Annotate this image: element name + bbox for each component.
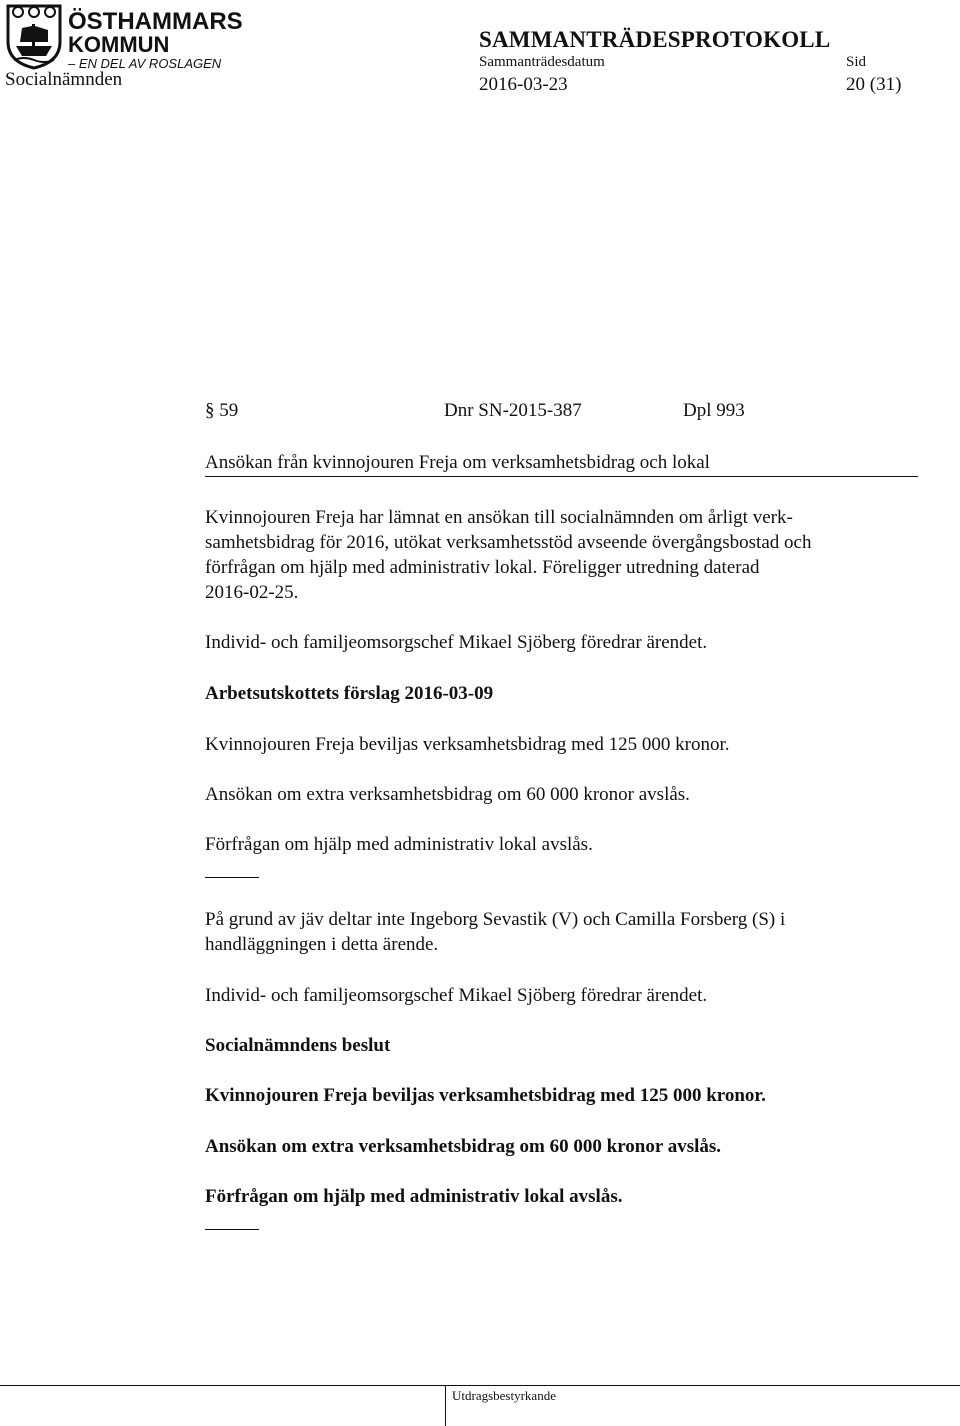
meeting-date: 2016-03-23	[479, 74, 568, 95]
board-name: Socialnämnden	[5, 69, 123, 90]
committee-proposal-item: Ansökan om extra verksamhetsbidrag om 60 000 kronor avslås.	[205, 784, 690, 805]
decision-heading: Socialnämndens beslut	[205, 1035, 391, 1056]
committee-proposal-item: Kvinnojouren Freja beviljas verksamhetsbidrag med 125 000 kronor.	[205, 734, 730, 755]
document-plan-number: Dpl 993	[683, 400, 745, 421]
paragraph-number: § 59	[205, 400, 239, 421]
intro-line: 2016-02-25.	[205, 582, 299, 603]
decision-item: Ansökan om extra verksamhetsbidrag om 60 000 kronor avslås.	[205, 1136, 722, 1157]
presenter-statement: Individ- och familjeomsorgschef Mikael Sjöberg föredrar ärendet.	[205, 632, 708, 653]
logo-tagline: – EN DEL AV ROSLAGEN	[68, 56, 222, 71]
decision-item: Kvinnojouren Freja beviljas verksamhetsbidrag med 125 000 kronor.	[205, 1085, 766, 1106]
page-number: 20 (31)	[846, 74, 902, 95]
extract-certification-label: Utdragsbestyrkande	[452, 1388, 556, 1403]
diary-number: Dnr SN-2015-387	[444, 400, 582, 421]
logo-name-line2: KOMMUN	[68, 32, 170, 57]
meeting-date-label: Sammanträdesdatum	[479, 54, 605, 70]
paragraph-subject: Ansökan från kvinnojouren Freja om verksamhetsbidrag och lokal	[205, 452, 918, 477]
committee-proposal-item: Förfrågan om hjälp med administrativ lokal avslås.	[205, 834, 593, 855]
intro-line: Kvinnojouren Freja har lämnat en ansökan till socialnämnden om årligt verk-	[205, 507, 793, 528]
footer-rule	[0, 1385, 960, 1386]
document-title: SAMMANTRÄDESPROTOKOLL	[479, 27, 831, 52]
section-separator	[205, 1229, 259, 1230]
page-label: Sid	[846, 54, 867, 70]
presenter-statement: Individ- och familjeomsorgschef Mikael Sjöberg föredrar ärendet.	[205, 985, 708, 1006]
conflict-of-interest-line: handläggningen i detta ärende.	[205, 934, 439, 955]
committee-proposal-heading: Arbetsutskottets förslag 2016-03-09	[205, 683, 494, 704]
intro-line: samhetsbidrag för 2016, utökat verksamhetsstöd avseende övergångsbostad och	[205, 532, 812, 553]
decision-item: Förfrågan om hjälp med administrativ lokal avslås.	[205, 1186, 623, 1207]
conflict-of-interest-line: På grund av jäv deltar inte Ingeborg Sevastik (V) och Camilla Forsberg (S) i	[205, 909, 786, 930]
logo-name-line1: ÖSTHAMMARS	[68, 8, 243, 35]
municipality-logo	[4, 2, 243, 71]
footer-divider	[445, 1385, 446, 1426]
section-separator	[205, 877, 259, 878]
intro-line: förfrågan om hjälp med administrativ lokal. Föreligger utredning daterad	[205, 557, 760, 578]
